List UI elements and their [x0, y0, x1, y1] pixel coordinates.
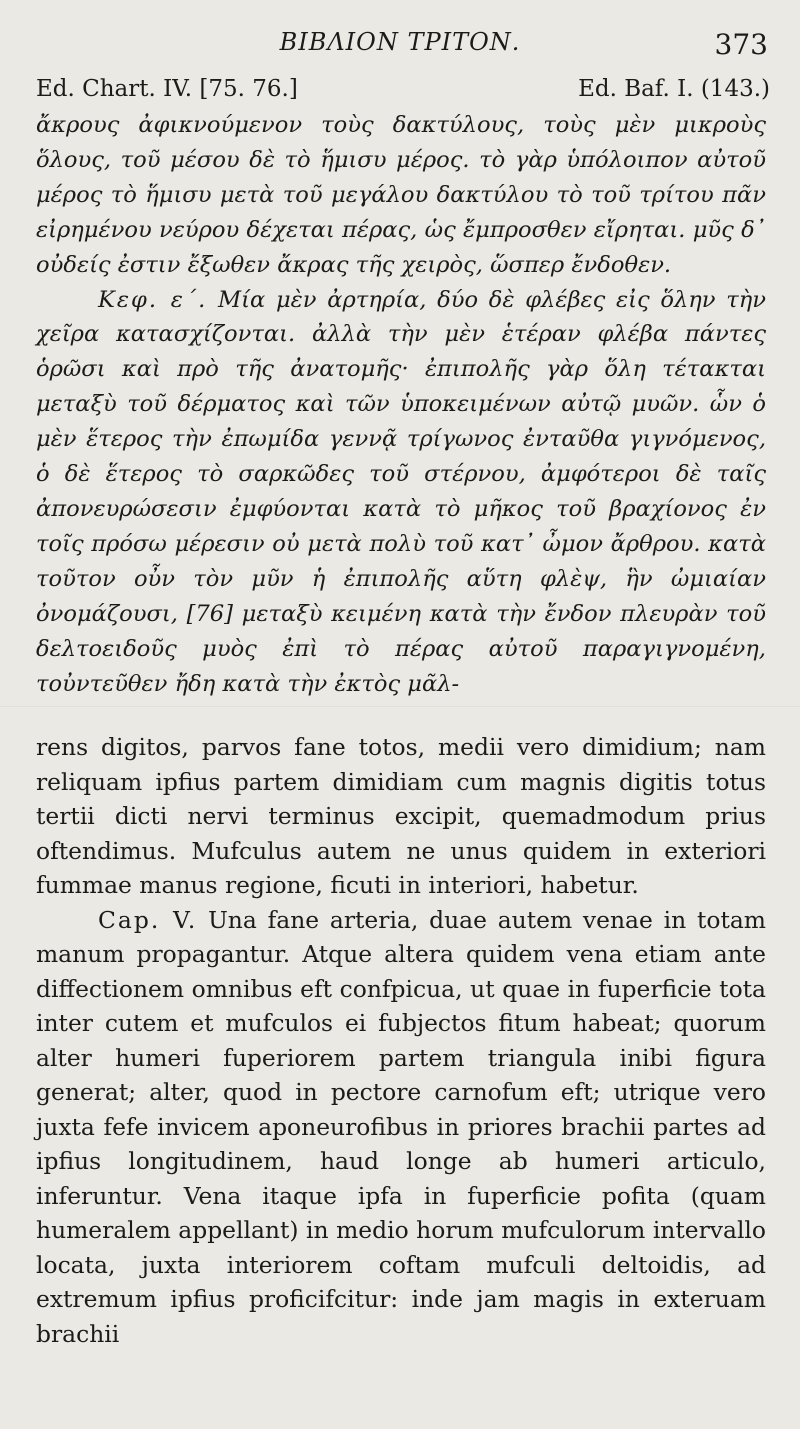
latin-paragraph-2-text: Una fane arteria, duae autem venae in totam manum propagantur. Atque altera quidem vena etiam ante diffectionem omnibus eft confpicua, ut quae in fuperficie tota inter cutem et mufculos ei fubjectos fitum habeat; quorum alter humeri fuperiorem partem triangula inibi figura generat; alter, quod in pectore carnofum eft; utrique vero juxta fefe invicem aponeurofibus in priores brachii partes ad ipfius longitudinem, haud longe ab humeri articulo, inferuntur. Vena itaque ipfa in fuperficie pofita (quam humeralem appellant) in medio horum mufculorum intervallo locata, juxta interiorem coftam mufculi deltoidis, ad extremum ipfius proficifcitur: inde jam magis in exteruam brachii	[36, 905, 766, 1348]
latin-paragraph-2	[36, 903, 766, 1352]
greek-paragraph-2	[36, 283, 766, 702]
running-title: BIBΛΙΟΝ ΤΡΙΤΟΝ.	[279, 28, 521, 56]
latin-paragraph-1: rens digitos, parvos fane totos, medii vero dimidium; nam reliquam ipfius partem dimidiam cum magnis digitis totus tertii dicti nervi terminus excipit, quemadmodum prius oftendimus. Mufculus autem ne unus quidem in exteriori fummae manus regione, ficuti in interiori, habetur.	[36, 733, 766, 899]
latin-chapter-label: Cap. V.	[98, 905, 198, 934]
latin-text-block	[36, 730, 766, 1351]
section-divider	[0, 706, 800, 707]
greek-paragraph-1: ἄκρους ἀφικνούμενον τοὺς δακτύλους, τοὺς μὲν μικροὺς ὅλους, τοῦ μέσου δὲ τὸ ἥμισυ μέρος. τὸ γὰρ ὑπόλοιπον αὐτοῦ μέρος τὸ ἥμισυ μετὰ τοῦ μεγάλου δακτύλου τὸ τοῦ τρίτου πᾶν εἰρημένου νεύρου δέχεται πέρας, ὡς ἔμπροσθεν εἴρηται. μῦς δ᾿ οὐδείς ἐστιν ἔξωθεν ἄκρας τῆς χειρὸς, ὥσπερ ἔνδοθεν.	[36, 112, 766, 278]
greek-text-block	[36, 108, 766, 701]
greek-paragraph-2-text: Μία μὲν ἀρτηρία, δύο δὲ φλέβες εἰς ὅλην τὴν χεῖρα κατασχίζονται. ἀλλὰ τὴν μὲν ἑτέραν φλέβα πάντες ὁρῶσι καὶ πρὸ τῆς ἀνατομῆς· ἐπιπολῆς γὰρ ὅλη τέτακται μεταξὺ τοῦ δέρματος καὶ τῶν ὑποκειμένων αὐτῷ μυῶν. ὧν ὁ μὲν ἕτερος τὴν ἐπωμίδα γεννᾷ τρίγωνος ἐνταῦθα γιγνόμενος, ὁ δὲ ἕτερος τὸ σαρκῶδες τοῦ στέρνου, ἀμφότεροι δὲ ταῖς ἀπονευρώσεσιν ἐμφύονται κατὰ τὸ μῆκος τοῦ βραχίονος ἐν τοῖς πρόσω μέρεσιν οὐ μετὰ πολὺ τοῦ κατ᾿ ὦμον ἄρθρου. κατὰ τοῦτον οὖν τὸν μῦν ἡ ἐπιπολῆς αὕτη φλὲψ, ἣν ὠμιαίαν ὀνομάζουσι, [76] μεταξὺ κειμένη κατὰ τὴν ἔνδον πλευρὰν τοῦ δελτοειδοῦς μυὸς ἐπὶ τὸ πέρας αὐτοῦ παραγιγνομένη, τοὐντεῦθεν ἤδη κατὰ τὴν ἐκτὸς μᾶλ-	[36, 286, 767, 697]
edition-reference-right: Ed. Baf. I. (143.)	[578, 76, 770, 102]
page-number: 373	[714, 28, 768, 61]
edition-reference-left: Ed. Chart. IV. [75. 76.]	[36, 76, 298, 102]
greek-chapter-label: Κεφ. ε΄.	[98, 286, 208, 313]
